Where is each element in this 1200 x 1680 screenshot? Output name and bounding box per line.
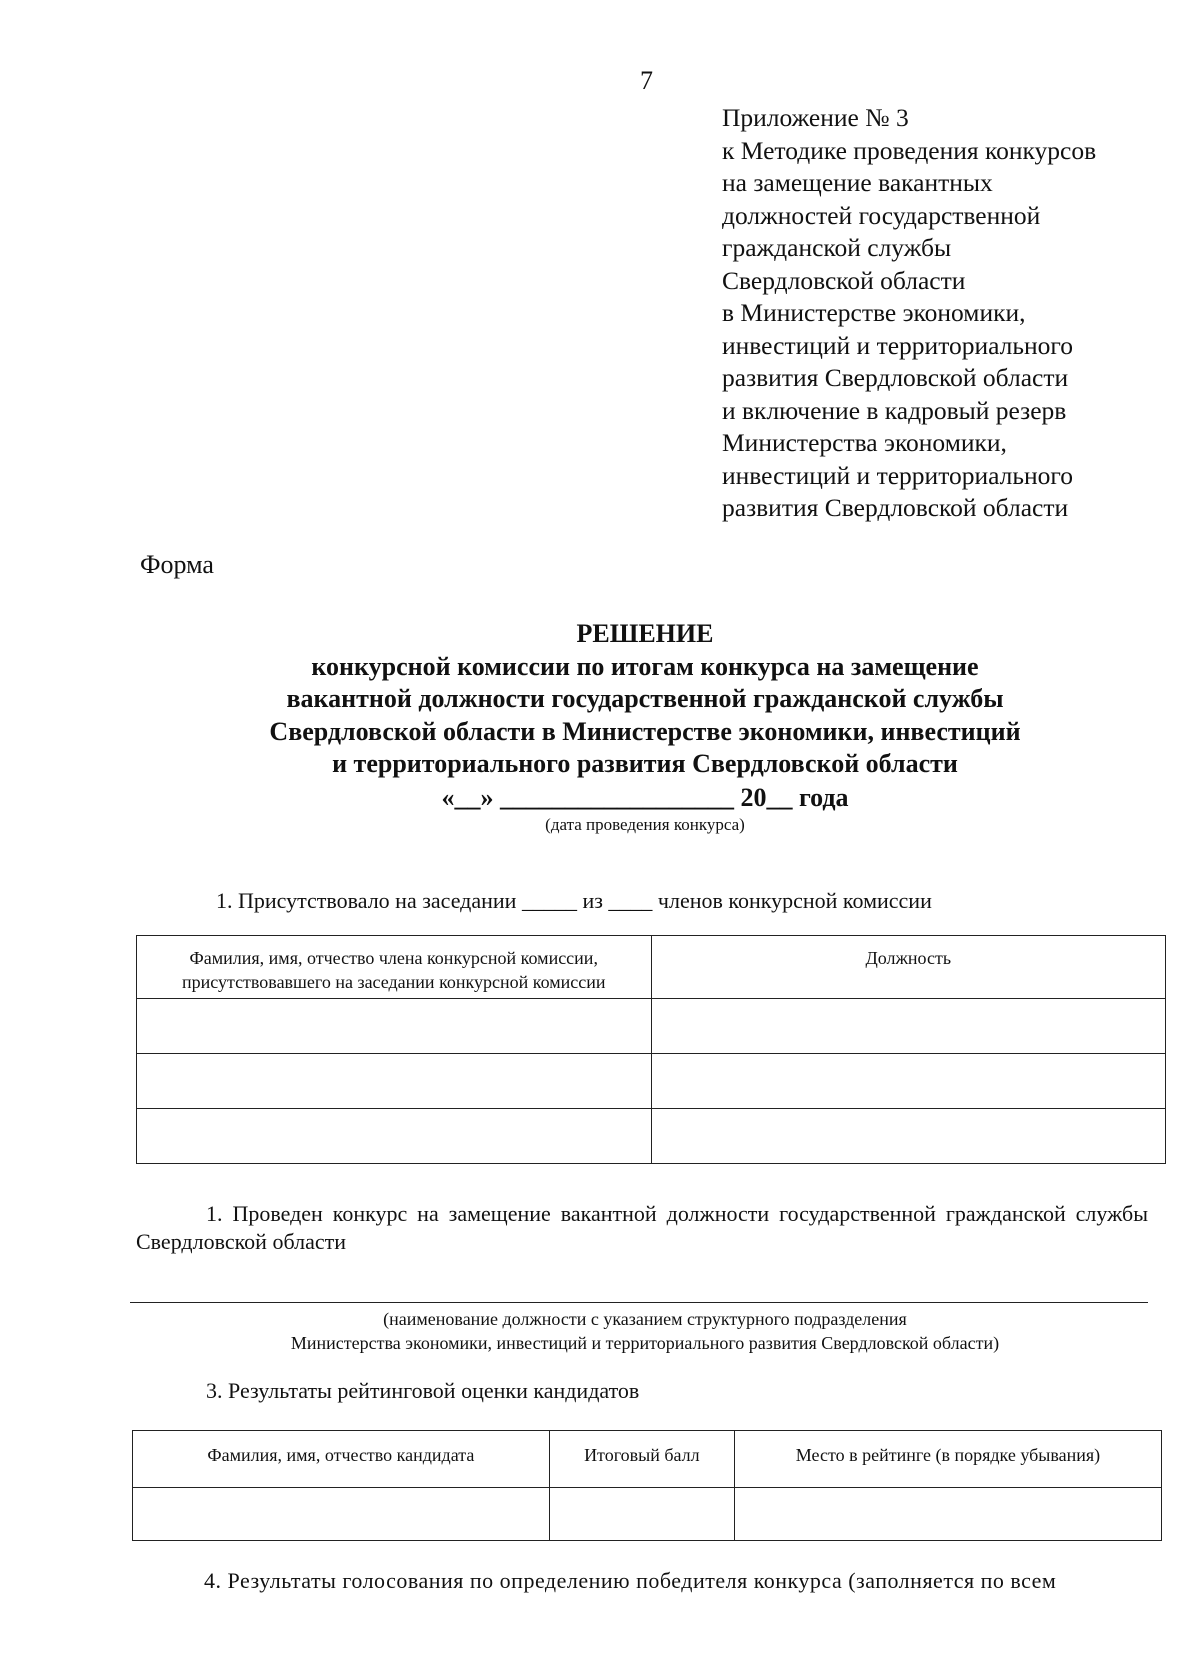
page-number: 7 <box>640 66 653 95</box>
appendix-line: Свердловской области <box>722 265 966 295</box>
appendix-line: на замещение вакантных <box>722 168 993 197</box>
form-label: Форма <box>140 550 214 579</box>
attendance-text: 1. Присутствовало на заседании _____ из ____ членов конкурсной комиссии <box>216 888 932 913</box>
position-caption <box>0 1307 1200 1355</box>
rating-table <box>132 1430 1162 1541</box>
column-header-rank: Место в рейтинге (в порядке убывания) <box>734 1431 1161 1488</box>
appendix-line: развития Свердловской области <box>722 363 1069 392</box>
title-line: вакантной должности государственной гражданской службы <box>286 684 1004 713</box>
table-row <box>137 1054 1166 1109</box>
voting-text: 4. Результаты голосования по определению победителя конкурса (заполняется по всем <box>204 1568 1057 1593</box>
appendix-line: развития Свердловской области <box>722 493 1069 522</box>
attendance-table <box>136 935 1166 1164</box>
table-cell-member[interactable] <box>137 1054 652 1109</box>
appendix-line: инвестиций и территориального <box>722 460 1074 490</box>
table-row <box>133 1488 1162 1541</box>
position-caption-line: Министерства экономики, инвестиций и территориального развития Свердловской области) <box>290 1333 1000 1353</box>
table-row <box>137 1109 1166 1164</box>
date-caption: (дата проведения конкурса) <box>545 815 745 834</box>
table-cell-rank[interactable] <box>734 1488 1161 1541</box>
table-row <box>137 999 1166 1054</box>
date-line[interactable]: «__» __________________ 20__ года <box>441 783 849 812</box>
column-header-position: Должность <box>651 936 1166 999</box>
rating-text: 3. Результаты рейтинговой оценки кандидатов <box>206 1378 640 1403</box>
table-cell-candidate[interactable] <box>133 1488 550 1541</box>
title-line: и территориального развития Свердловской области <box>332 749 958 778</box>
table-cell-member[interactable] <box>137 999 652 1054</box>
table-cell-score[interactable] <box>549 1488 734 1541</box>
appendix-line: Приложение № 3 <box>722 103 909 132</box>
appendix-block <box>722 102 1096 525</box>
appendix-line: к Методике проведения конкурсов <box>722 135 1097 165</box>
appendix-line: Министерства экономики, <box>722 428 1007 457</box>
table-header-row <box>133 1431 1162 1488</box>
contest-text: 1. Проведен конкурс на замещение вакантной должности государственной гражданской службы Свердловской области <box>136 1201 1148 1254</box>
document-title <box>0 618 1200 781</box>
column-header-score: Итоговый балл <box>549 1431 734 1488</box>
title-heading: РЕШЕНИЕ <box>576 619 714 648</box>
table-header-row <box>137 936 1166 999</box>
title-line: конкурсной комиссии по итогам конкурса на замещение <box>311 651 979 681</box>
appendix-line: и включение в кадровый резерв <box>722 395 1067 425</box>
table-cell-position[interactable] <box>651 999 1166 1054</box>
position-caption-line: (наименование должности с указанием структурного подразделения <box>383 1309 907 1329</box>
appendix-line: инвестиций и территориального <box>722 330 1074 360</box>
table-cell-member[interactable] <box>137 1109 652 1164</box>
title-line: Свердловской области в Министерстве экономики, инвестиций <box>269 716 1021 746</box>
appendix-line: в Министерстве экономики, <box>722 298 1026 327</box>
column-header-member: Фамилия, имя, отчество члена конкурсной комиссии, присутствовавшего на заседании конкурсной комиссии <box>137 936 652 999</box>
appendix-line: гражданской службы <box>722 233 952 262</box>
table-cell-position[interactable] <box>651 1054 1166 1109</box>
table-cell-position[interactable] <box>651 1109 1166 1164</box>
column-header-candidate: Фамилия, имя, отчество кандидата <box>133 1431 550 1488</box>
position-fill-line[interactable] <box>130 1302 1148 1303</box>
appendix-line: должностей государственной <box>722 200 1041 230</box>
